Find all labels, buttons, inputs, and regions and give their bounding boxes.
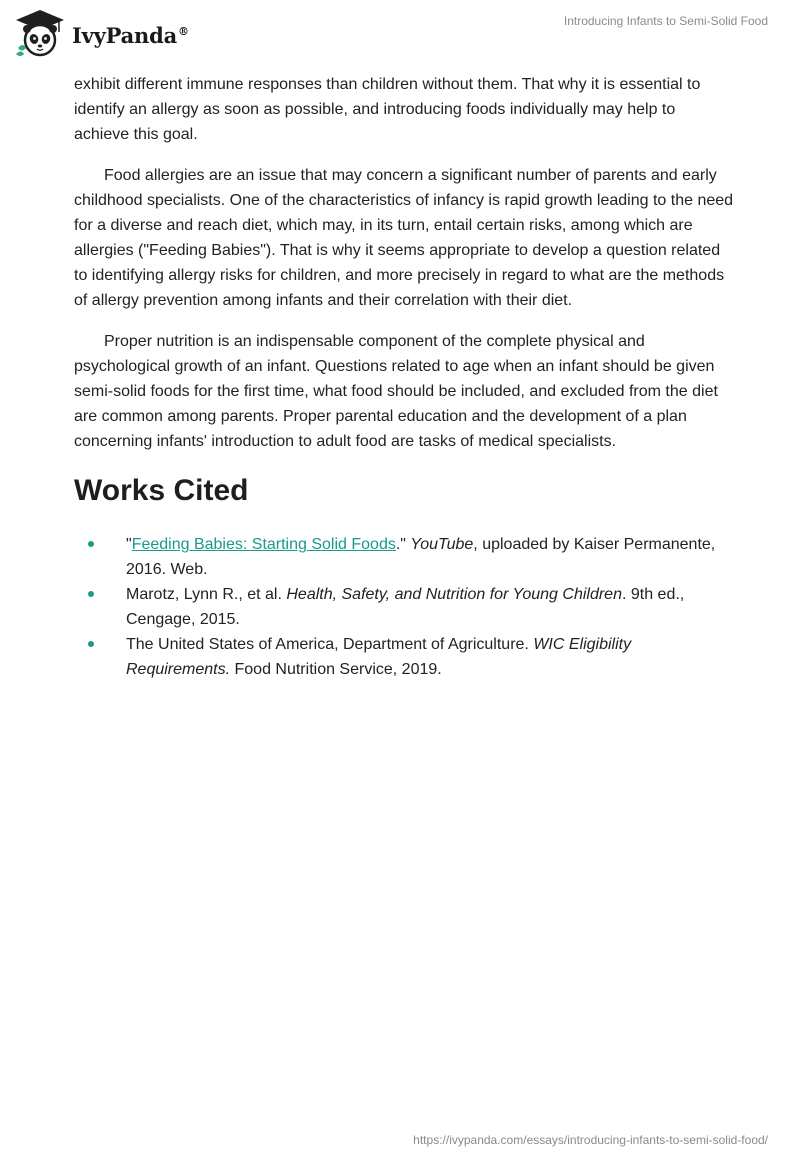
registered-mark: ® — [178, 24, 189, 38]
document-title: Introducing Infants to Semi-Solid Food — [563, 14, 768, 28]
brand-name: IvyPanda® — [72, 22, 189, 48]
citation-link[interactable]: Feeding Babies: Starting Solid Foods — [131, 536, 396, 553]
bullet-icon — [88, 591, 94, 597]
body-paragraph: Food allergies are an issue that may concern a significant number of parents and early childhood specialists. One of the characteristics of infancy is rapid growth leading to the need for a diverse and reach diet, which may, in its turn, entail certain risks, among which are allergies ("Feeding Babies"). That is why it seems appropriate to develop a question related to identifying allergy risks for children, and more precisely in regard to what are the methods of allergy prevention among infants and their correlation with their diet. — [74, 167, 734, 309]
essay-content — [74, 72, 734, 682]
page-url[interactable]: https://ivypanda.com/essays/introducing-infants-to-semi-solid-food/ — [413, 1133, 768, 1147]
citation-item: "Feeding Babies: Starting Solid Foods." YouTube, uploaded by Kaiser Permanente, 2016. Web. — [74, 532, 734, 582]
citation-item: Marotz, Lynn R., et al. Health, Safety, and Nutrition for Young Children. 9th ed., Cengage, 2015. — [74, 582, 734, 632]
body-paragraph: exhibit different immune responses than children without them. That why it is essential to identify an allergy as soon as possible, and introducing foods individually may help to achieve this goal. — [74, 76, 701, 143]
works-cited-list — [74, 532, 734, 682]
works-cited-heading: Works Cited — [74, 474, 249, 507]
ivypanda-logo[interactable] — [14, 8, 189, 58]
panda-graduate-icon — [14, 8, 66, 58]
body-paragraph: Proper nutrition is an indispensable component of the complete physical and psychological growth of an infant. Questions related to age when an infant should be given semi-solid foods for the first time, what food should be included, and excluded from the diet are common among parents. Proper parental education and the development of a plan concerning infants' introduction to adult food are tasks of medical specialists. — [74, 333, 718, 450]
bullet-icon — [88, 541, 94, 547]
page-header — [0, 0, 800, 60]
citation-item: The United States of America, Department of Agriculture. WIC Eligibility Requirements. Food Nutrition Service, 2019. — [74, 632, 734, 682]
bullet-icon — [88, 641, 94, 647]
